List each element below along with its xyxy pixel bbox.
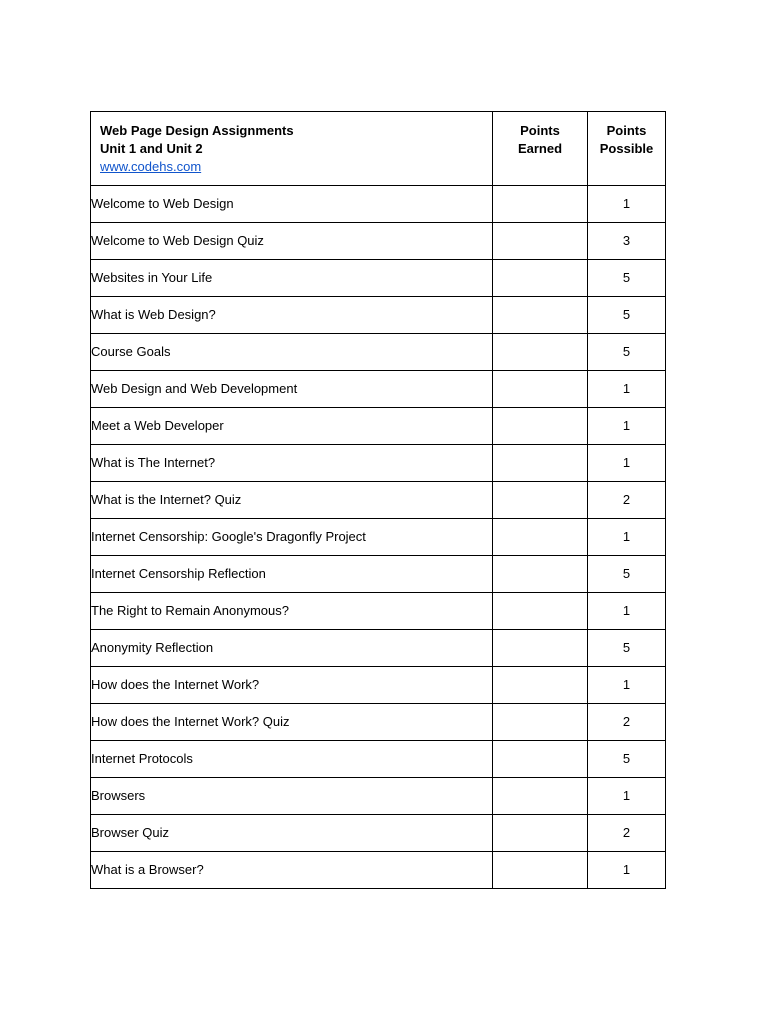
table-row bbox=[91, 593, 666, 630]
points-possible-cell: 1 bbox=[588, 519, 666, 556]
table-row bbox=[91, 297, 666, 334]
points-earned-cell[interactable] bbox=[493, 445, 588, 482]
points-earned-cell[interactable] bbox=[493, 408, 588, 445]
header-points-earned-line1: Points bbox=[520, 123, 560, 138]
points-earned-cell[interactable] bbox=[493, 260, 588, 297]
table-row bbox=[91, 630, 666, 667]
table-row bbox=[91, 334, 666, 371]
points-possible-cell: 2 bbox=[588, 482, 666, 519]
header-points-earned-line2: Earned bbox=[517, 141, 563, 156]
assignment-name: Internet Censorship Reflection bbox=[91, 556, 493, 593]
header-title-cell bbox=[91, 112, 493, 186]
assignment-name: Course Goals bbox=[91, 334, 493, 371]
assignment-name: Internet Censorship: Google's Dragonfly Project bbox=[91, 519, 493, 556]
assignment-name: Meet a Web Developer bbox=[91, 408, 493, 445]
header-points-possible-line2: Possible bbox=[599, 141, 654, 156]
header-points-possible-line1: Points bbox=[606, 123, 647, 138]
assignment-name: Internet Protocols bbox=[91, 741, 493, 778]
points-possible-cell: 5 bbox=[588, 556, 666, 593]
table-row bbox=[91, 778, 666, 815]
points-possible-cell: 2 bbox=[588, 815, 666, 852]
table-row bbox=[91, 704, 666, 741]
assignment-name: The Right to Remain Anonymous? bbox=[91, 593, 493, 630]
points-earned-cell[interactable] bbox=[493, 482, 588, 519]
points-earned-cell[interactable] bbox=[493, 334, 588, 371]
assignment-name: Anonymity Reflection bbox=[91, 630, 493, 667]
points-possible-cell: 1 bbox=[588, 371, 666, 408]
table-row bbox=[91, 556, 666, 593]
points-possible-cell: 3 bbox=[588, 223, 666, 260]
points-earned-cell[interactable] bbox=[493, 223, 588, 260]
table-title: Web Page Design Assignments bbox=[100, 123, 294, 138]
table-row bbox=[91, 371, 666, 408]
assignment-name: Welcome to Web Design Quiz bbox=[91, 223, 493, 260]
points-earned-cell[interactable] bbox=[493, 778, 588, 815]
table-subtitle: Unit 1 and Unit 2 bbox=[100, 141, 203, 156]
points-earned-cell[interactable] bbox=[493, 741, 588, 778]
points-earned-cell[interactable] bbox=[493, 667, 588, 704]
table-row bbox=[91, 852, 666, 889]
points-earned-cell[interactable] bbox=[493, 556, 588, 593]
points-possible-cell: 1 bbox=[588, 593, 666, 630]
points-possible-cell: 5 bbox=[588, 630, 666, 667]
assignment-name: How does the Internet Work? bbox=[91, 667, 493, 704]
table-row bbox=[91, 815, 666, 852]
assignment-name: How does the Internet Work? Quiz bbox=[91, 704, 493, 741]
header-points-possible bbox=[588, 112, 666, 186]
table-row bbox=[91, 223, 666, 260]
points-earned-cell[interactable] bbox=[493, 297, 588, 334]
table-row bbox=[91, 186, 666, 223]
points-possible-cell: 1 bbox=[588, 852, 666, 889]
points-possible-cell: 1 bbox=[588, 408, 666, 445]
points-earned-cell[interactable] bbox=[493, 704, 588, 741]
points-possible-cell: 5 bbox=[588, 741, 666, 778]
table-row bbox=[91, 741, 666, 778]
table-row bbox=[91, 482, 666, 519]
table-row bbox=[91, 445, 666, 482]
assignment-name: Websites in Your Life bbox=[91, 260, 493, 297]
points-possible-cell: 1 bbox=[588, 778, 666, 815]
points-possible-cell: 1 bbox=[588, 186, 666, 223]
points-possible-cell: 5 bbox=[588, 260, 666, 297]
assignments-table bbox=[90, 111, 666, 889]
assignment-name: What is the Internet? Quiz bbox=[91, 482, 493, 519]
points-possible-cell: 2 bbox=[588, 704, 666, 741]
points-earned-cell[interactable] bbox=[493, 593, 588, 630]
header-points-earned bbox=[493, 112, 588, 186]
points-possible-cell: 1 bbox=[588, 445, 666, 482]
points-earned-cell[interactable] bbox=[493, 371, 588, 408]
points-earned-cell[interactable] bbox=[493, 815, 588, 852]
codehs-link[interactable]: www.codehs.com bbox=[100, 159, 202, 174]
assignment-name: What is Web Design? bbox=[91, 297, 493, 334]
points-earned-cell[interactable] bbox=[493, 852, 588, 889]
assignment-name: Web Design and Web Development bbox=[91, 371, 493, 408]
points-earned-cell[interactable] bbox=[493, 630, 588, 667]
assignment-name: Welcome to Web Design bbox=[91, 186, 493, 223]
points-earned-cell[interactable] bbox=[493, 186, 588, 223]
table-row bbox=[91, 667, 666, 704]
table-row bbox=[91, 408, 666, 445]
assignment-name: Browsers bbox=[91, 778, 493, 815]
assignment-name: What is The Internet? bbox=[91, 445, 493, 482]
assignment-name: Browser Quiz bbox=[91, 815, 493, 852]
points-earned-cell[interactable] bbox=[493, 519, 588, 556]
assignment-name: What is a Browser? bbox=[91, 852, 493, 889]
points-possible-cell: 5 bbox=[588, 297, 666, 334]
points-possible-cell: 5 bbox=[588, 334, 666, 371]
points-possible-cell: 1 bbox=[588, 667, 666, 704]
table-row bbox=[91, 519, 666, 556]
table-row bbox=[91, 260, 666, 297]
table-header-row bbox=[91, 112, 666, 186]
